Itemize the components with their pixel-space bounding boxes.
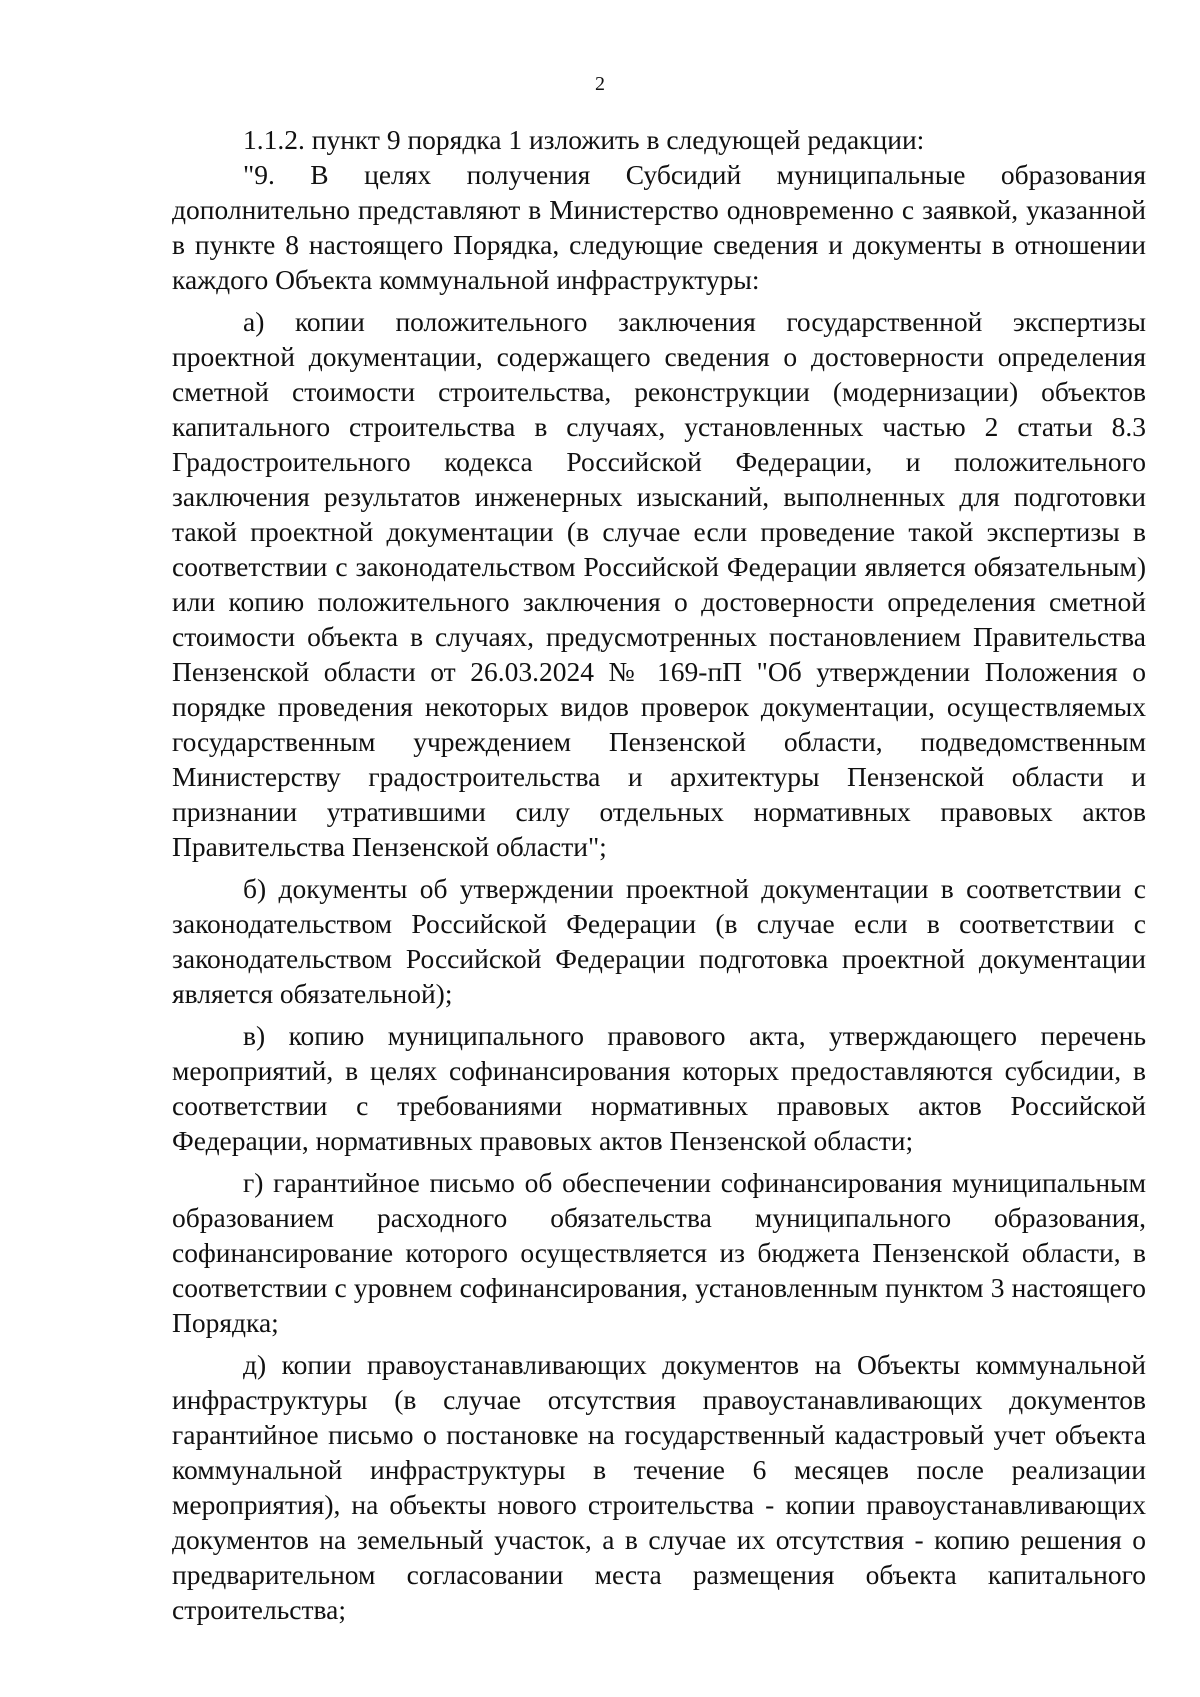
paragraph-clause-9: "9. В целях получения Субсидий муниципальные образования дополнительно представляют в Министерство одновременно с заявкой, указанной в пункте 8 настоящего Порядка, следующие сведения и документы в отношении каждого Объекта коммунальной инфраструктуры: xyxy=(172,159,1146,295)
page-number: 2 xyxy=(595,73,605,95)
document-body xyxy=(172,122,1146,1627)
paragraph-amendment-intro: 1.1.2. пункт 9 порядка 1 изложить в следующей редакции: xyxy=(243,124,925,155)
paragraph-item-v: в) копию муниципального правового акта, утверждающего перечень мероприятий, в целях софинансирования которых предоставляются субсидии, в соответствии с требованиями нормативных правовых актов Российской Федерации, нормативных правовых актов Пензенской области; xyxy=(172,1020,1146,1156)
paragraph-item-g: г) гарантийное письмо об обеспечении софинансирования муниципальным образованием расходного обязательства муниципального образования, софинансирование которого осуществляется из бюджета Пензенской области, в соответствии с уровнем софинансирования, установленным пунктом 3 настоящего Порядка; xyxy=(172,1167,1146,1338)
paragraph-item-a: а) копии положительного заключения государственной экспертизы проектной документации, содержащего сведения о достоверности определения сметной стоимости строительства, реконструкции (модернизации) объектов капитального строительства в случаях, установленных частью 2 статьи 8.3 Градостроительного кодекса Российской Федерации, и положительного заключения результатов инженерных изысканий, выполненных для подготовки такой проектной документации (в случае если проведение такой экспертизы в соответствии с законодательством Российской Федерации является обязательным) или копию положительного заключения о достоверности определения сметной стоимости объекта в случаях, предусмотренных постановлением Правительства Пензенской области от 26.03.2024 № 169-пП "Об утверждении Положения о порядке проведения некоторых видов проверок документации, осуществляемых государственным учреждением Пензенской области, подведомственным Министерству градостроительства и архитектуры Пензенской области и признании утратившими силу отдельных нормативных правовых актов Правительства Пензенской области"; xyxy=(172,306,1146,862)
paragraph-item-b: б) документы об утверждении проектной документации в соответствии с законодательством Российской Федерации (в случае если в соответствии с законодательством Российской Федерации подготовка проектной документации является обязательной); xyxy=(172,873,1146,1009)
paragraph-item-d: д) копии правоустанавливающих документов на Объекты коммунальной инфраструктуры (в случае отсутствия правоустанавливающих документов гарантийное письмо о постановке на государственный кадастровый учет объекта коммунальной инфраструктуры в течение 6 месяцев после реализации мероприятия), на объекты нового строительства - копии правоустанавливающих документов на земельный участок, а в случае их отсутствия - копию решения о предварительном согласовании места размещения объекта капитального строительства; xyxy=(172,1349,1146,1625)
